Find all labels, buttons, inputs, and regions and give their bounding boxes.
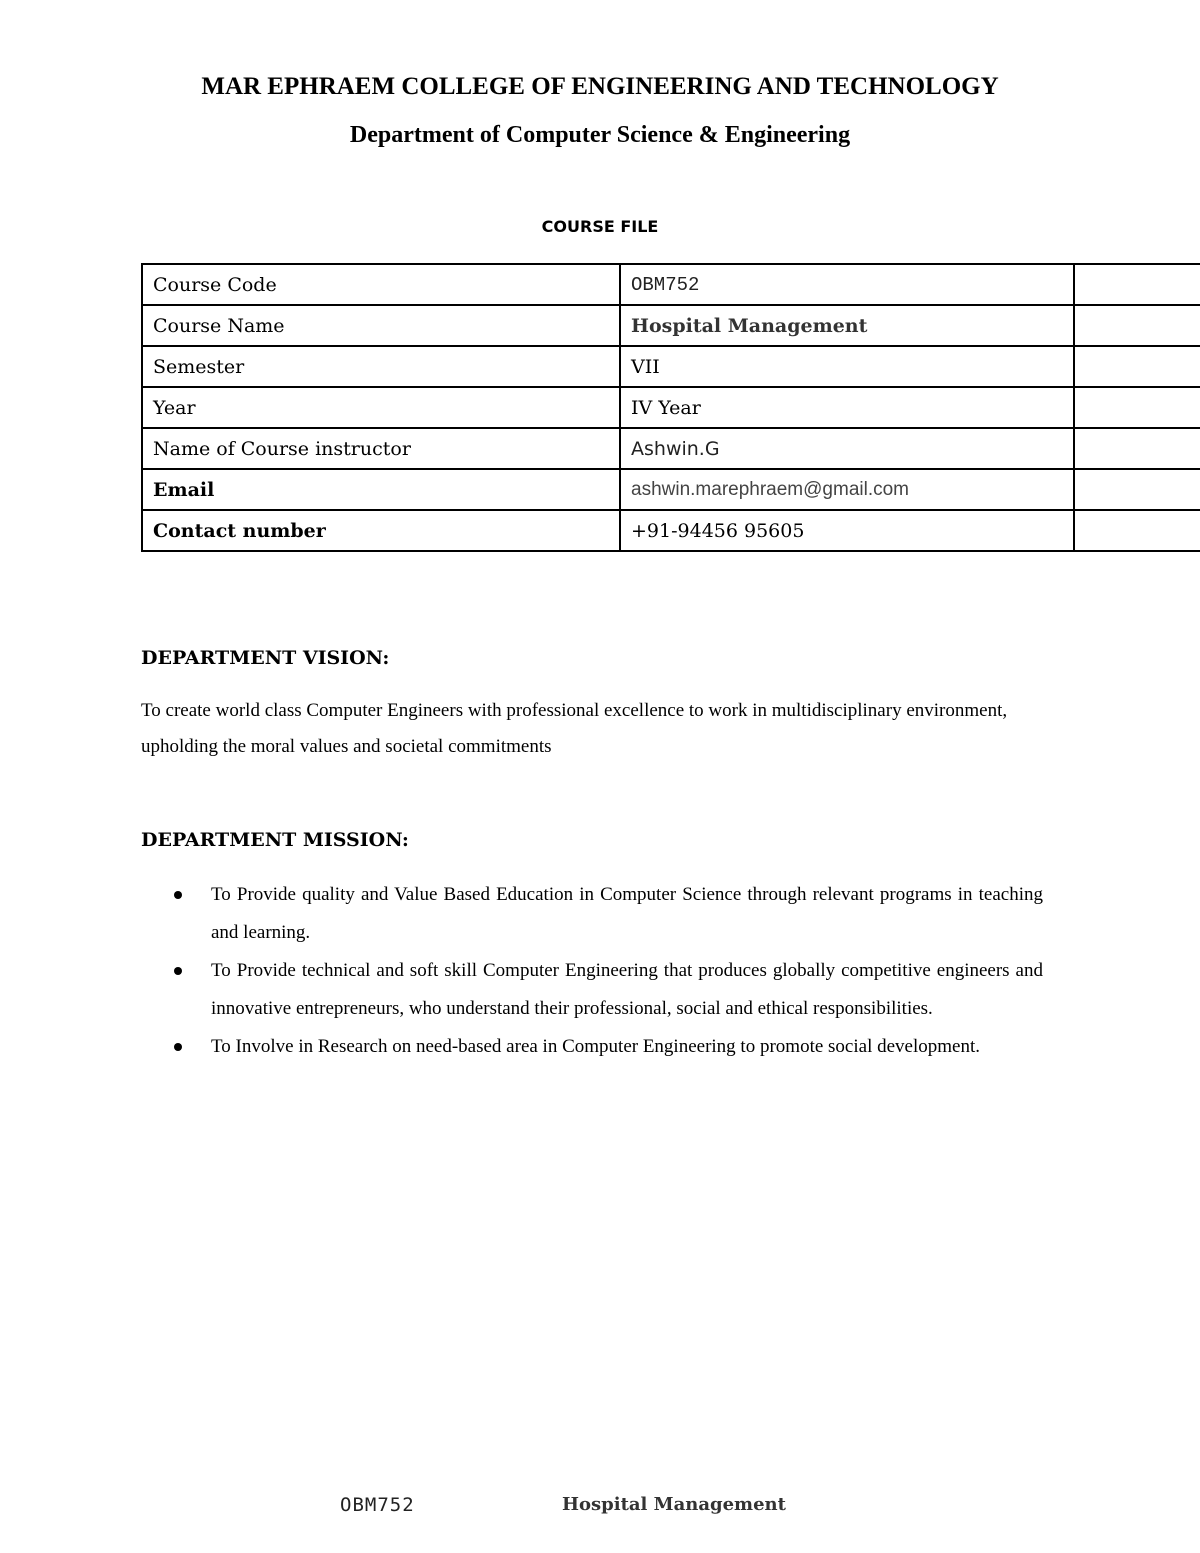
footer-course-code: OBM752 [340, 1494, 415, 1516]
table-row [142, 264, 1200, 305]
year-label: Year [142, 387, 620, 428]
footer-course-name: Hospital Management [562, 1494, 786, 1515]
mission-item-text: To Provide technical and soft skill Computer Engineering that produces globally competitive engineers and innovative entrepreneurs, who understand their professional, social and ethical responsibilities. [211, 960, 1043, 1019]
semester-label: Semester [142, 346, 620, 387]
bullet-icon [174, 967, 182, 975]
list-item [141, 876, 1043, 952]
bullet-icon [174, 891, 182, 899]
empty-cell [1074, 387, 1200, 428]
list-item [141, 952, 1043, 1028]
semester-value: VII [620, 346, 1074, 387]
course-name-value: Hospital Management [620, 305, 1074, 346]
document-title: COURSE FILE [541, 217, 659, 236]
course-code-label: Course Code [142, 264, 620, 305]
empty-cell [1074, 510, 1200, 551]
empty-cell [1074, 305, 1200, 346]
course-name-label: Course Name [142, 305, 620, 346]
instructor-value: Ashwin.G [620, 428, 1074, 469]
table-row [142, 346, 1200, 387]
year-value: IV Year [620, 387, 1074, 428]
vision-text: To create world class Computer Engineers with professional excellence to work in multidisciplinary environment, upholding the moral values and societal commitments [141, 700, 1008, 757]
instructor-label: Name of Course instructor [142, 428, 620, 469]
course-code-value: OBM752 [620, 264, 1074, 305]
course-info-table [141, 263, 1200, 552]
empty-cell [1074, 469, 1200, 510]
mission-heading: DEPARTMENT MISSION: [141, 829, 409, 851]
table-row [142, 387, 1200, 428]
table-row [142, 510, 1200, 551]
department-title: Department of Computer Science & Engineering [349, 122, 851, 148]
table-row [142, 469, 1200, 510]
empty-cell [1074, 264, 1200, 305]
mission-list [141, 876, 1043, 1066]
table-row [142, 428, 1200, 469]
contact-value: +91-94456 95605 [620, 510, 1074, 551]
vision-heading: DEPARTMENT VISION: [141, 647, 390, 669]
table-row [142, 305, 1200, 346]
mission-item-text: To Involve in Research on need-based area in Computer Engineering to promote social development. [211, 1036, 980, 1057]
college-title: MAR EPHRAEM COLLEGE OF ENGINEERING AND TECHNOLOGY [201, 73, 999, 100]
mission-item-text: To Provide quality and Value Based Education in Computer Science through relevant programs in teaching and learning. [211, 884, 1043, 943]
empty-cell [1074, 346, 1200, 387]
list-item [141, 1028, 1043, 1066]
email-value: ashwin.marephraem@gmail.com [620, 469, 1074, 510]
contact-label: Contact number [142, 510, 620, 551]
bullet-icon [174, 1043, 182, 1051]
empty-cell [1074, 428, 1200, 469]
email-label: Email [142, 469, 620, 510]
